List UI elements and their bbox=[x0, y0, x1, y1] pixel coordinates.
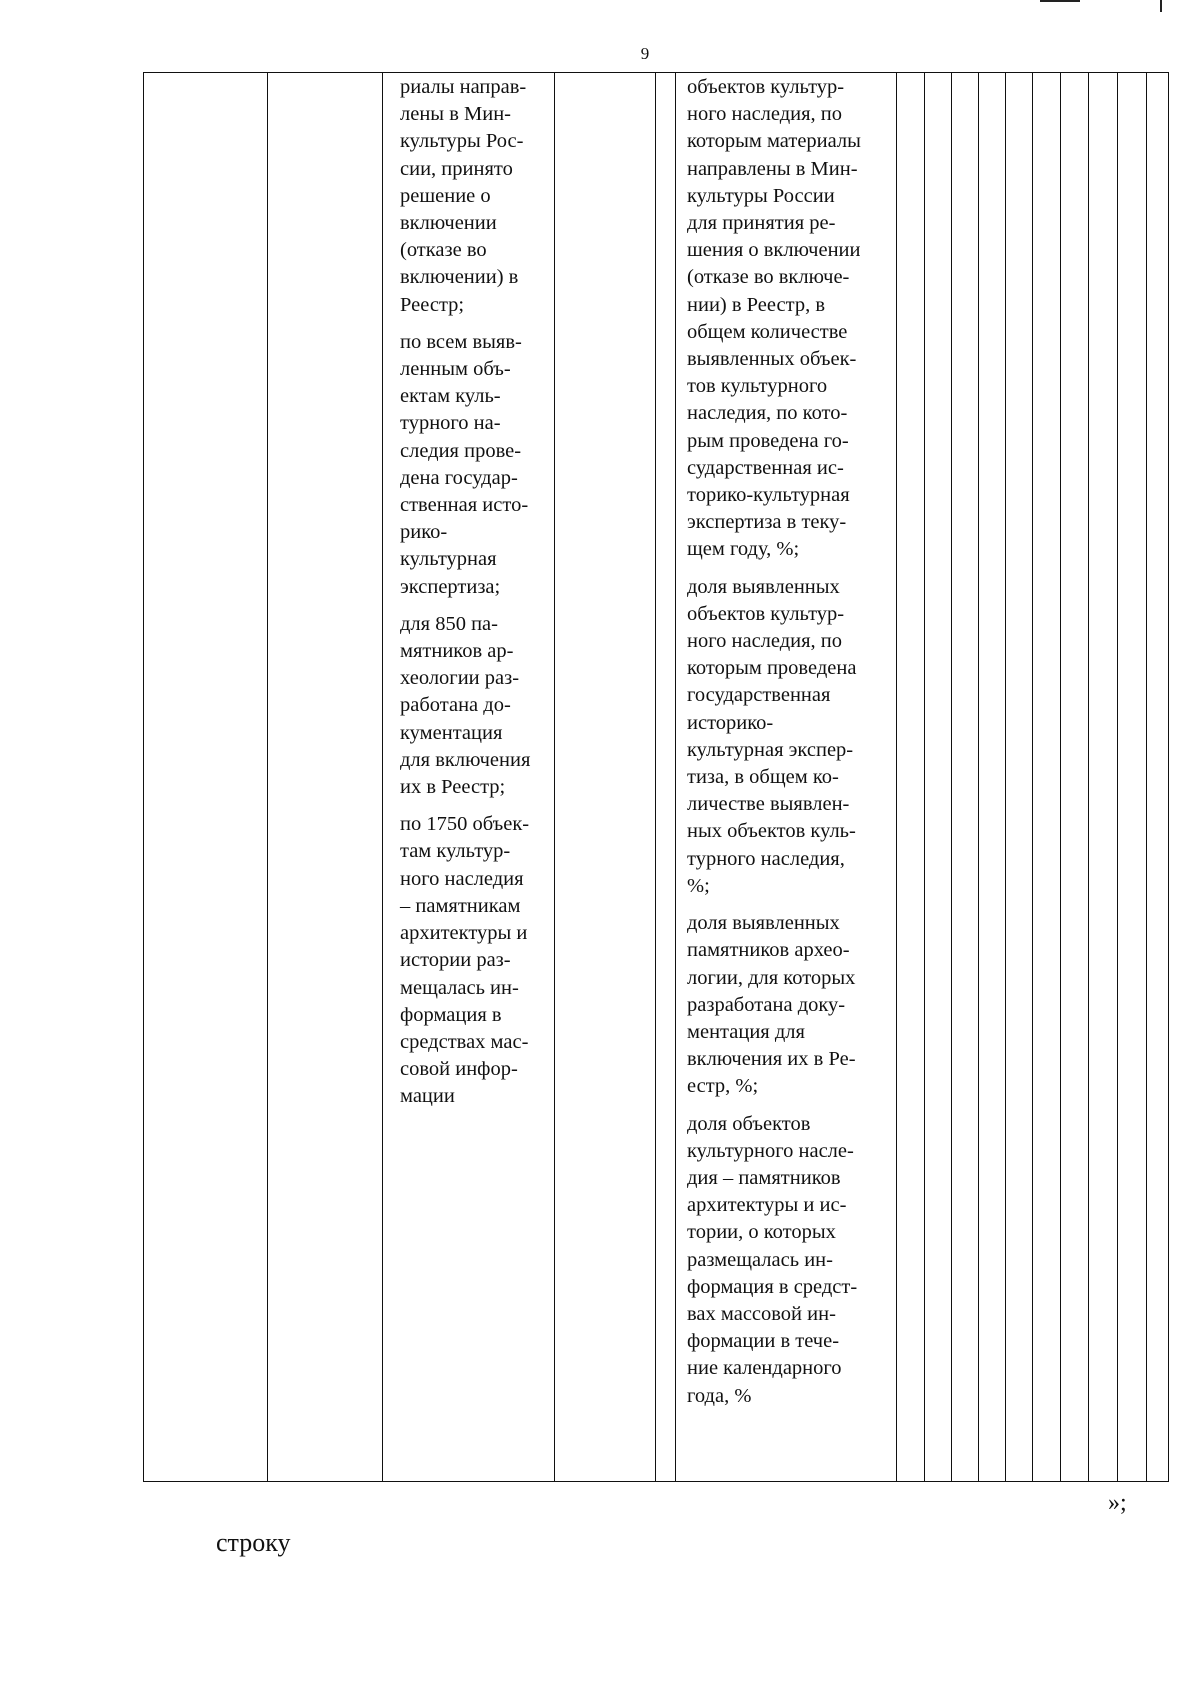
col3-line: по всем выяв- bbox=[400, 330, 522, 353]
col6-line: памятников архео- bbox=[687, 939, 850, 962]
col3-line: (отказе во bbox=[400, 239, 487, 262]
col3-line: для включения bbox=[400, 748, 531, 771]
col6-line: историко- bbox=[687, 711, 774, 734]
col6-line: разработана доку- bbox=[687, 993, 846, 1016]
closing-quote: »; bbox=[1108, 1490, 1127, 1516]
col6-line: формация в средст- bbox=[687, 1275, 858, 1298]
col3-line: архитектуры и bbox=[400, 922, 528, 945]
col3-line: по 1750 объек- bbox=[400, 813, 530, 836]
table-cell-value bbox=[979, 73, 1006, 1482]
col3-line: дена государ- bbox=[400, 466, 518, 489]
col6-line: наследия, по кото- bbox=[687, 402, 848, 425]
col3-line: их в Реестр; bbox=[400, 776, 506, 799]
col6-line: объектов культур- bbox=[687, 76, 845, 98]
col6-line: доля выявленных bbox=[687, 912, 840, 935]
col3-line: истории раз- bbox=[400, 949, 511, 972]
col6-line: выявленных объек- bbox=[687, 348, 857, 371]
col3-paragraph bbox=[400, 811, 554, 1110]
col3-line: мятников ар- bbox=[400, 640, 514, 663]
col3-line: мещалась ин- bbox=[400, 976, 519, 999]
col6-line: вах массовой ин- bbox=[687, 1302, 836, 1325]
col3-line: – памятникам bbox=[400, 894, 521, 917]
col3-paragraph bbox=[400, 611, 554, 801]
table-cell-value bbox=[925, 73, 952, 1482]
footer-word: строку bbox=[216, 1528, 291, 1557]
col6-line: ного наследия, по bbox=[687, 103, 843, 126]
col6-line: направлены в Мин- bbox=[687, 157, 858, 180]
table-cell-1 bbox=[144, 73, 268, 1482]
col6-line: тории, о которых bbox=[687, 1221, 836, 1244]
col6-line: объектов культур- bbox=[687, 602, 845, 625]
col3-line: турного на- bbox=[400, 412, 501, 435]
table-cell-value bbox=[1061, 73, 1089, 1482]
col6-line: формации в тече- bbox=[687, 1330, 840, 1353]
measures-text bbox=[383, 73, 554, 1111]
table-row bbox=[144, 73, 1169, 1482]
col6-line: доля объектов bbox=[687, 1112, 811, 1135]
col6-line: тов культурного bbox=[687, 375, 828, 398]
col6-line: ных объектов куль- bbox=[687, 820, 856, 843]
col6-paragraph bbox=[687, 1111, 896, 1410]
scan-corner-mark bbox=[1160, 0, 1162, 12]
col6-line: года, % bbox=[687, 1384, 752, 1407]
col6-line: государственная bbox=[687, 684, 831, 707]
col3-line: культуры Рос- bbox=[400, 130, 524, 153]
col6-line: общем количестве bbox=[687, 320, 848, 343]
table-cell-measures bbox=[383, 73, 555, 1482]
col6-line: торико-культурная bbox=[687, 484, 850, 507]
col6-line: (отказе во включе- bbox=[687, 266, 850, 289]
col3-line: совой инфор- bbox=[400, 1058, 518, 1081]
col6-line: культуры России bbox=[687, 184, 835, 207]
col3-line: лены в Мин- bbox=[400, 103, 511, 126]
col6-line: экспертиза в теку- bbox=[687, 511, 847, 534]
col6-line: для принятия ре- bbox=[687, 212, 836, 235]
col6-line: щем году, %; bbox=[687, 538, 800, 561]
col3-line: ного наследия bbox=[400, 867, 524, 890]
col6-line: нии) в Реестр, в bbox=[687, 293, 825, 316]
col3-line: включении) в bbox=[400, 266, 519, 289]
col6-line: рым проведена го- bbox=[687, 429, 849, 452]
col3-line: мации bbox=[400, 1085, 455, 1108]
col6-line: тиза, в общем ко- bbox=[687, 766, 839, 789]
col6-paragraph bbox=[687, 574, 896, 900]
table-cell-value bbox=[1006, 73, 1033, 1482]
table-cell-indicators bbox=[676, 73, 897, 1482]
col6-paragraph bbox=[687, 74, 896, 564]
page-number: 9 bbox=[640, 44, 650, 63]
col6-line: дия – памятников bbox=[687, 1166, 841, 1189]
col3-line: сии, принято bbox=[400, 157, 513, 180]
col3-line: включении bbox=[400, 212, 497, 235]
col3-line: ленным объ- bbox=[400, 358, 511, 381]
col6-line: ние календарного bbox=[687, 1357, 842, 1380]
col6-line: личестве выявлен- bbox=[687, 793, 850, 816]
col6-line: логии, для которых bbox=[687, 966, 856, 989]
col3-line: средствах мас- bbox=[400, 1030, 529, 1053]
table-cell-value bbox=[1118, 73, 1147, 1482]
col6-line: культурная экспер- bbox=[687, 738, 854, 761]
table-cell-value bbox=[1147, 73, 1169, 1482]
col3-line: работана до- bbox=[400, 694, 511, 717]
col6-line: шения о включении bbox=[687, 239, 861, 262]
col6-line: ного наследия, по bbox=[687, 630, 843, 653]
col3-line: культурная bbox=[400, 548, 497, 571]
col6-line: турного наследия, bbox=[687, 847, 845, 870]
col3-line: экспертиза; bbox=[400, 575, 501, 598]
col3-line: ектам куль- bbox=[400, 385, 501, 408]
table-cell-value bbox=[897, 73, 925, 1482]
table-cell-value bbox=[1033, 73, 1061, 1482]
document-table bbox=[143, 72, 1169, 1482]
col3-line: рико- bbox=[400, 521, 448, 544]
col6-line: размещалась ин- bbox=[687, 1248, 833, 1271]
col3-line: Реестр; bbox=[400, 293, 465, 316]
col6-line: архитектуры и ис- bbox=[687, 1194, 847, 1217]
col3-line: решение о bbox=[400, 184, 491, 207]
indicators-text bbox=[676, 73, 896, 1410]
scan-corner-mark bbox=[1040, 0, 1080, 2]
col6-line: которым проведена bbox=[687, 657, 857, 680]
table-cell-value bbox=[1089, 73, 1118, 1482]
table-cell-2 bbox=[268, 73, 383, 1482]
col6-paragraph bbox=[687, 910, 896, 1100]
col3-line: ственная исто- bbox=[400, 494, 529, 517]
col6-line: %; bbox=[687, 874, 710, 897]
col3-line: хеологии раз- bbox=[400, 667, 520, 690]
col3-line: риалы направ- bbox=[400, 76, 527, 98]
col6-line: включения их в Ре- bbox=[687, 1048, 856, 1071]
col6-line: ментация для bbox=[687, 1020, 805, 1043]
table-cell-4 bbox=[555, 73, 656, 1482]
col3-line: следия прове- bbox=[400, 439, 522, 462]
table-cell-5 bbox=[656, 73, 676, 1482]
col3-paragraph bbox=[400, 329, 554, 601]
table-cell-value bbox=[952, 73, 979, 1482]
col6-line: культурного насле- bbox=[687, 1139, 854, 1162]
col3-paragraph bbox=[400, 74, 554, 319]
col6-line: сударственная ис- bbox=[687, 456, 844, 479]
col3-line: для 850 па- bbox=[400, 612, 498, 635]
col6-line: доля выявленных bbox=[687, 575, 840, 598]
col6-line: которым материалы bbox=[687, 130, 861, 153]
col3-line: кументация bbox=[400, 721, 503, 744]
col3-line: формация в bbox=[400, 1003, 502, 1026]
col3-line: там культур- bbox=[400, 840, 511, 863]
col6-line: естр, %; bbox=[687, 1075, 759, 1098]
